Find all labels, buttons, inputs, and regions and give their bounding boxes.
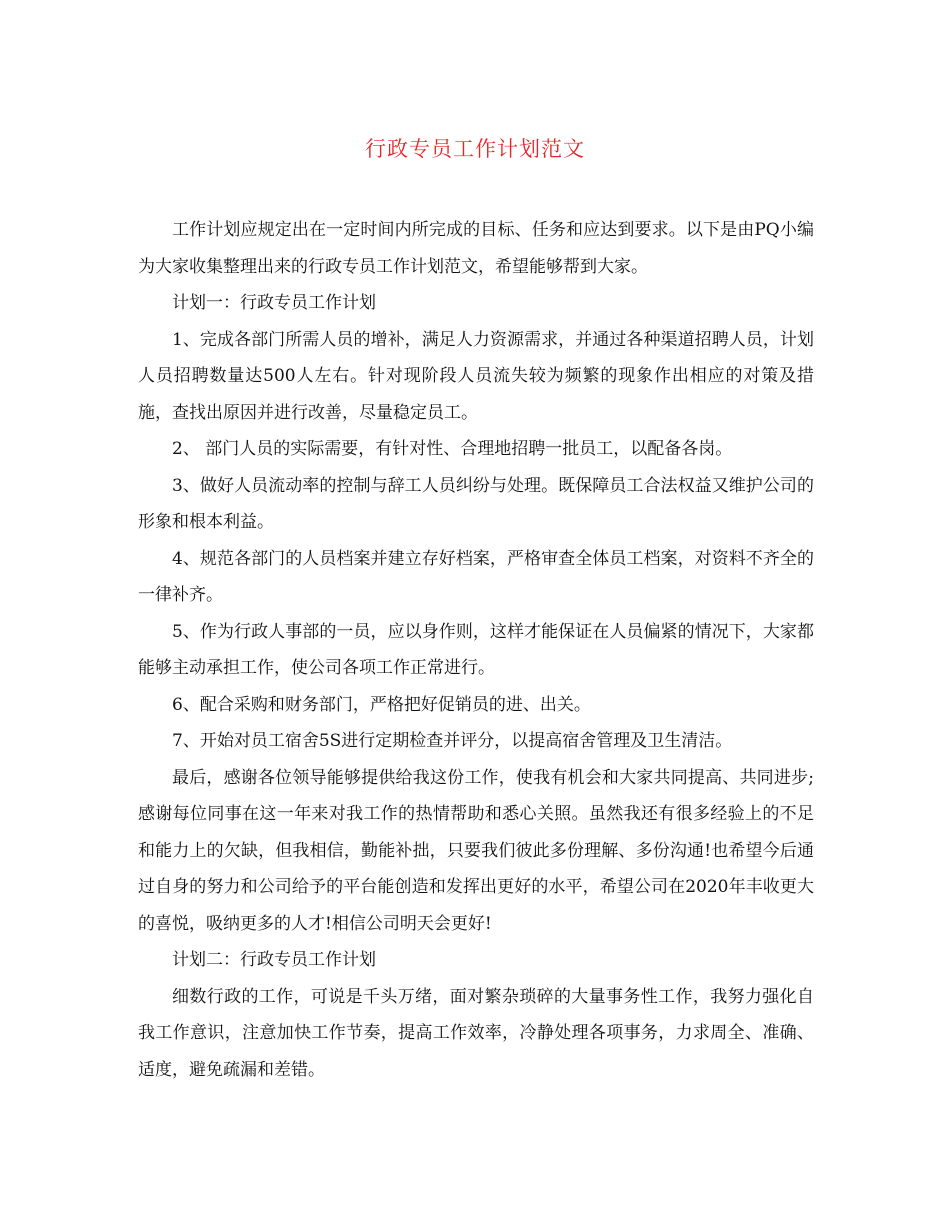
heading-plan-one: 计划一：行政专员工作计划 xyxy=(172,293,376,313)
paragraph-item-7: 7、开始对员工宿舍5S进行定期检查并评分，以提高宿舍管理及卫生清洁。 xyxy=(172,731,733,751)
paragraph-item-2: 2、 部门人员的实际需要，有针对性、合理地招聘一批员工，以配备各岗。 xyxy=(172,439,733,459)
paragraph-intro: 工作计划应规定出在一定时间内所完成的目标、任务和应达到要求。以下是由PQ小编为大家收集整理出来的行政专员工作计划范文，希望能够帮到大家。 xyxy=(138,220,814,277)
paragraph-item-1: 1、完成各部门所需人员的增补，满足人力资源需求，并通过各种渠道招聘人员，计划人员招聘数量达500人左右。针对现阶段人员流失较为频繁的现象作出相应的对策及措施，查找出原因并进行改善，尽量稳定员工。 xyxy=(138,329,814,423)
paragraph-item-3: 3、做好人员流动率的控制与辞工人员纠纷与处理。既保障员工合法权益又维护公司的形象和根本利益。 xyxy=(138,475,814,532)
document-body xyxy=(138,212,814,1088)
document-title: 行政专员工作计划范文 xyxy=(365,137,585,161)
paragraph-item-6: 6、配合采购和财务部门，严格把好促销员的进、出关。 xyxy=(172,694,591,715)
paragraph-item-5: 5、作为行政人事部的一员，应以身作则，这样才能保证在人员偏紧的情况下，大家都能够主动承担工作，使公司各项工作正常进行。 xyxy=(138,621,814,678)
heading-plan-two: 计划二：行政专员工作计划 xyxy=(172,950,376,970)
paragraph-closing: 最后，感谢各位领导能够提供给我这份工作，使我有机会和大家共同提高、共同进步;感谢每位同事在这一年来对我工作的热情帮助和悉心关照。虽然我还有很多经验上的不足和能力上的欠缺，但我相信，勤能补拙，只要我们彼此多份理解、多份沟通!也希望今后通过自身的努力和公司给予的平台能创造和发挥出更好的水平，希望公司在2020年丰收更大的喜悦，吸纳更多的人才!相信公司明天会更好! xyxy=(138,767,814,934)
paragraph-plan-two-intro: 细数行政的工作，可说是千头万绪，面对繁杂琐碎的大量事务性工作，我努力强化自我工作意识，注意加快工作节奏，提高工作效率，冷静处理各项事务，力求周全、准确、适度，避免疏漏和差错。 xyxy=(138,986,814,1080)
paragraph-item-4: 4、规范各部门的人员档案并建立存好档案，严格审查全体员工档案，对资料不齐全的一律补齐。 xyxy=(138,548,814,605)
